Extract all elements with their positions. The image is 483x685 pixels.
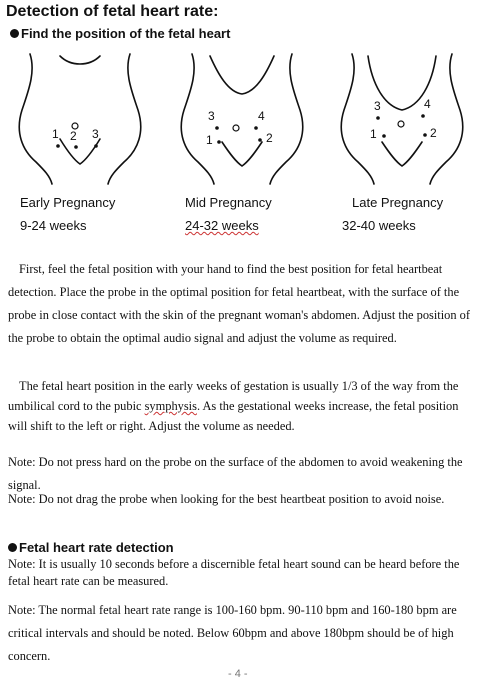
weeks-label-mid-text: 24-32 weeks — [185, 218, 259, 233]
marker-dot — [382, 134, 386, 138]
marker-dot — [376, 116, 380, 120]
marker-dot — [423, 133, 427, 137]
navel-icon — [233, 125, 239, 131]
marker-dot — [215, 126, 219, 130]
note-drag-probe: Note: Do not drag the probe when looking for the best heartbeat position to avoid noise. — [8, 492, 445, 506]
bullet-icon — [8, 543, 17, 552]
weeks-label-mid — [185, 218, 259, 233]
marker-3-label: 3 — [92, 127, 99, 141]
marker-4-label: 4 — [424, 97, 431, 111]
paragraph-fetal-position-a: The fetal heart position in the early weeks of gestation is usually 1/3 of the way from the umbilical cord to the pubic — [8, 379, 459, 413]
navel-icon — [398, 121, 404, 127]
torso-mid-outline — [181, 54, 302, 184]
stage-label-mid: Mid Pregnancy — [185, 195, 272, 210]
marker-dot — [258, 138, 262, 142]
marker-3-label: 3 — [208, 109, 215, 123]
section-heading-position-text: Find the position of the fetal heart — [21, 26, 231, 41]
paragraph-fetal-position-word: symphysis — [144, 399, 197, 413]
marker-dot — [217, 140, 221, 144]
marker-2-label: 2 — [266, 131, 273, 145]
paragraph-probe-placement: First, feel the fetal position with your hand to find the best position for fetal heartbeat detection. Place the probe in the optimal position for fetal heartbeat, with the surface of the probe in close contact with the skin of the pregnant woman's abdomen. Adjust the position of the probe to obtain the optimal audio signal and adjust the volume as required. — [8, 262, 470, 345]
torso-late-outline — [341, 54, 462, 184]
note-heart-rate-range: Note: The normal fetal heart rate range is 100-160 bpm. 90-110 bpm and 160-180 bpm are critical intervals and should be noted. Below 60bpm and above 180bpm should be of high concern. — [8, 603, 457, 663]
note-ten-seconds: Note: It is usually 10 seconds before a discernible fetal heart sound can be heard before the fetal heart rate can be measured. — [8, 557, 460, 588]
bullet-icon — [10, 29, 19, 38]
fetal-heart-position-figure — [0, 44, 483, 194]
marker-3-label: 3 — [374, 99, 381, 113]
section-heading-detection — [8, 540, 174, 555]
marker-1-label: 1 — [206, 133, 213, 147]
marker-dot — [254, 126, 258, 130]
stage-label-early: Early Pregnancy — [20, 195, 116, 210]
weeks-label-early: 9-24 weeks — [20, 218, 87, 233]
note-press-hard: Note: Do not press hard on the probe on the surface of the abdomen to avoid weakening the signal. — [8, 455, 463, 492]
page-number: - 4 - — [228, 668, 248, 680]
marker-dot — [56, 144, 60, 148]
section-heading-position — [10, 26, 230, 41]
marker-dot — [94, 144, 98, 148]
section-heading-detection-text: Fetal heart rate detection — [19, 540, 174, 555]
paragraph-fetal-position — [8, 376, 476, 436]
marker-dot — [421, 114, 425, 118]
page-title: Detection of fetal heart rate: — [6, 3, 219, 20]
marker-2-label: 2 — [70, 129, 77, 143]
marker-dot — [74, 145, 78, 149]
paragraph-fetal-position-b: . As the gestational weeks increase, the fetal position will shift to the left or right. Adjust the volume as needed. — [8, 399, 459, 433]
weeks-label-late: 32-40 weeks — [342, 218, 416, 233]
stage-label-late: Late Pregnancy — [352, 195, 444, 210]
marker-2-label: 2 — [430, 126, 437, 140]
marker-4-label: 4 — [258, 109, 265, 123]
marker-1-label: 1 — [370, 127, 377, 141]
torso-early-outline — [19, 54, 140, 184]
marker-1-label: 1 — [52, 127, 59, 141]
